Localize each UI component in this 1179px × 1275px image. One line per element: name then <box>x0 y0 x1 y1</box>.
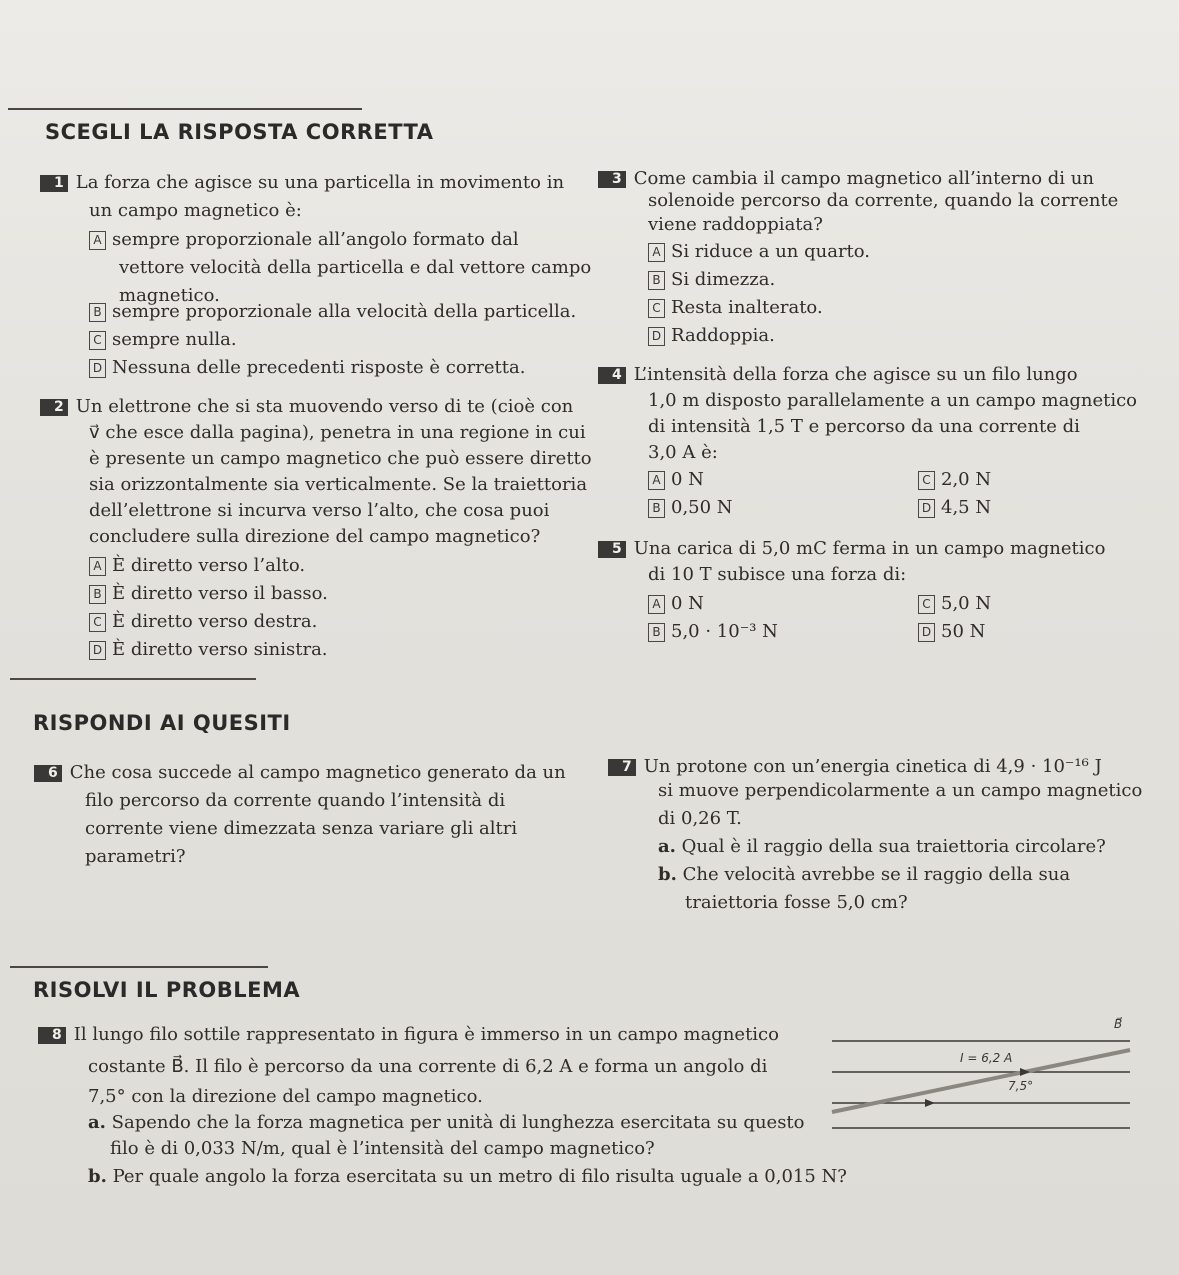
option-box: A <box>648 243 665 262</box>
q4-number: 4 <box>598 367 626 384</box>
q4-option-d[interactable]: D 4,5 N <box>918 494 991 522</box>
option-box: A <box>89 557 106 576</box>
option-box: D <box>648 327 665 346</box>
q2-stem-line: concludere sulla direzione del campo magnetico? <box>89 526 541 547</box>
option-box: B <box>89 303 106 322</box>
q1-option-a-line: vettore velocità della particella e dal vettore campo <box>119 257 592 278</box>
b-field-label: B⃗ <box>1114 1017 1123 1031</box>
option-box: B <box>648 623 665 642</box>
q3-option-d[interactable]: D Raddoppia. <box>648 322 775 350</box>
q2-stem-line: v⃗ che esce dalla pagina), penetra in una regione in cui <box>89 422 586 443</box>
option-box: D <box>89 641 106 660</box>
option-box: B <box>648 271 665 290</box>
section-title-choose: SCEGLI LA RISPOSTA CORRETTA <box>45 120 434 144</box>
q3-stem: 3 Come cambia il campo magnetico all’interno di un <box>598 164 1094 194</box>
q2-option-c[interactable]: C È diretto verso destra. <box>89 608 317 636</box>
q6-stem-line: parametri? <box>85 846 186 867</box>
wire-field-figure <box>830 1010 1140 1130</box>
option-box: A <box>89 231 106 250</box>
q5-stem: 5 Una carica di 5,0 mC ferma in un campo magnetico <box>598 534 1105 564</box>
option-box: C <box>89 331 106 350</box>
q8-stem-line: 7,5° con la direzione del campo magnetico. <box>88 1086 483 1107</box>
option-box: D <box>918 623 935 642</box>
section-title-solve: RISOLVI IL PROBLEMA <box>33 978 301 1002</box>
q7-part-b-line: traiettoria fosse 5,0 cm? <box>685 892 908 913</box>
option-box: B <box>648 499 665 518</box>
q6-stem-line: filo percorso da corrente quando l’intensità di <box>85 790 506 811</box>
q2-number: 2 <box>40 399 68 416</box>
current-label: I = 6,2 A <box>960 1051 1013 1065</box>
section-rule <box>10 678 256 680</box>
q1-option-d[interactable]: D Nessuna delle precedenti risposte è corretta. <box>89 354 525 382</box>
option-box: B <box>89 585 106 604</box>
q3-stem-line: viene raddoppiata? <box>648 214 823 235</box>
q7-part-b: b. Che velocità avrebbe se il raggio della sua <box>658 864 1071 885</box>
angle-label: 7,5° <box>1008 1079 1034 1093</box>
q6-number: 6 <box>34 765 62 782</box>
q2-stem: 2 Un elettrone che si sta muovendo verso di te (cioè con <box>40 392 573 422</box>
q4-option-b[interactable]: B 0,50 N <box>648 494 733 522</box>
q2-stem-line: è presente un campo magnetico che può essere diretto <box>89 448 592 469</box>
q8-stem-line: costante B⃗. Il filo è percorso da una corrente di 6,2 A e forma un angolo di <box>88 1056 768 1077</box>
option-box: C <box>648 299 665 318</box>
option-box: A <box>648 471 665 490</box>
q2-stem-line: dell’elettrone si incurva verso l’alto, che cosa puoi <box>89 500 550 521</box>
q8-part-b: b. Per quale angolo la forza esercitata su un metro di filo risulta uguale a 0,015 N? <box>88 1166 847 1187</box>
q4-stem-line: 3,0 A è: <box>648 442 718 463</box>
q8-part-a-line: filo è di 0,033 N/m, qual è l’intensità del campo magnetico? <box>110 1138 655 1159</box>
q7-stem-line: si muove perpendicolarmente a un campo magnetico <box>658 780 1143 801</box>
q4-option-c[interactable]: C 2,0 N <box>918 466 991 494</box>
q2-option-d[interactable]: D È diretto verso sinistra. <box>89 636 328 664</box>
q3-number: 3 <box>598 171 626 188</box>
option-box: C <box>918 595 935 614</box>
q4-option-a[interactable]: A 0 N <box>648 466 704 494</box>
q5-option-b[interactable]: B 5,0 · 10⁻³ N <box>648 618 778 646</box>
q5-number: 5 <box>598 541 626 558</box>
q3-option-b[interactable]: B Si dimezza. <box>648 266 775 294</box>
q4-stem-line: 1,0 m disposto parallelamente a un campo magnetico <box>648 390 1138 411</box>
q6-stem: 6 Che cosa succede al campo magnetico generato da un <box>34 758 566 788</box>
q1-option-c[interactable]: C sempre nulla. <box>89 326 237 354</box>
q8-part-a: a. Sapendo che la forza magnetica per unità di lunghezza esercitata su questo <box>88 1112 805 1133</box>
q5-stem-line: di 10 T subisce una forza di: <box>648 564 907 585</box>
q4-stem: 4 L’intensità della forza che agisce su un filo lungo <box>598 360 1078 390</box>
q8-number: 8 <box>38 1027 66 1044</box>
q8-stem: 8 Il lungo filo sottile rappresentato in figura è immerso in un campo magnetico <box>38 1020 779 1050</box>
q4-stem-line: di intensità 1,5 T e percorso da una corrente di <box>648 416 1080 437</box>
q3-stem-line: solenoide percorso da corrente, quando la corrente <box>648 190 1119 211</box>
q3-option-a[interactable]: A Si riduce a un quarto. <box>648 238 870 266</box>
q7-stem-line: di 0,26 T. <box>658 808 742 829</box>
option-box: C <box>918 471 935 490</box>
q2-option-b[interactable]: B È diretto verso il basso. <box>89 580 328 608</box>
q7-part-a: a. Qual è il raggio della sua traiettoria circolare? <box>658 836 1106 857</box>
q7-stem: 7 Un protone con un’energia cinetica di 4,9 · 10⁻¹⁶ J <box>608 752 1102 782</box>
q1-stem: 1 La forza che agisce su una particella in movimento in <box>40 168 564 198</box>
option-box: C <box>89 613 106 632</box>
q1-stem-line: un campo magnetico è: <box>89 200 302 221</box>
q5-option-c[interactable]: C 5,0 N <box>918 590 991 618</box>
q6-stem-line: corrente viene dimezzata senza variare gli altri <box>85 818 518 839</box>
q1-number: 1 <box>40 175 68 192</box>
section-rule <box>10 966 268 968</box>
q3-option-c[interactable]: C Resta inalterato. <box>648 294 823 322</box>
q2-option-a[interactable]: A È diretto verso l’alto. <box>89 552 305 580</box>
q1-option-b[interactable]: B sempre proporzionale alla velocità della particella. <box>89 298 576 326</box>
field-arrow <box>925 1099 935 1107</box>
q2-stem-line: sia orizzontalmente sia verticalmente. Se la traiettoria <box>89 474 588 495</box>
option-box: A <box>648 595 665 614</box>
section-title-answer: RISPONDI AI QUESITI <box>33 711 291 735</box>
q5-option-a[interactable]: A 0 N <box>648 590 704 618</box>
q1-option-a[interactable]: A sempre proporzionale all’angolo formato dal <box>89 226 519 254</box>
section-rule <box>8 108 362 110</box>
q7-number: 7 <box>608 759 636 776</box>
option-box: D <box>918 499 935 518</box>
option-box: D <box>89 359 106 378</box>
q1-option-a-line: magnetico. <box>119 285 220 306</box>
q5-option-d[interactable]: D 50 N <box>918 618 985 646</box>
